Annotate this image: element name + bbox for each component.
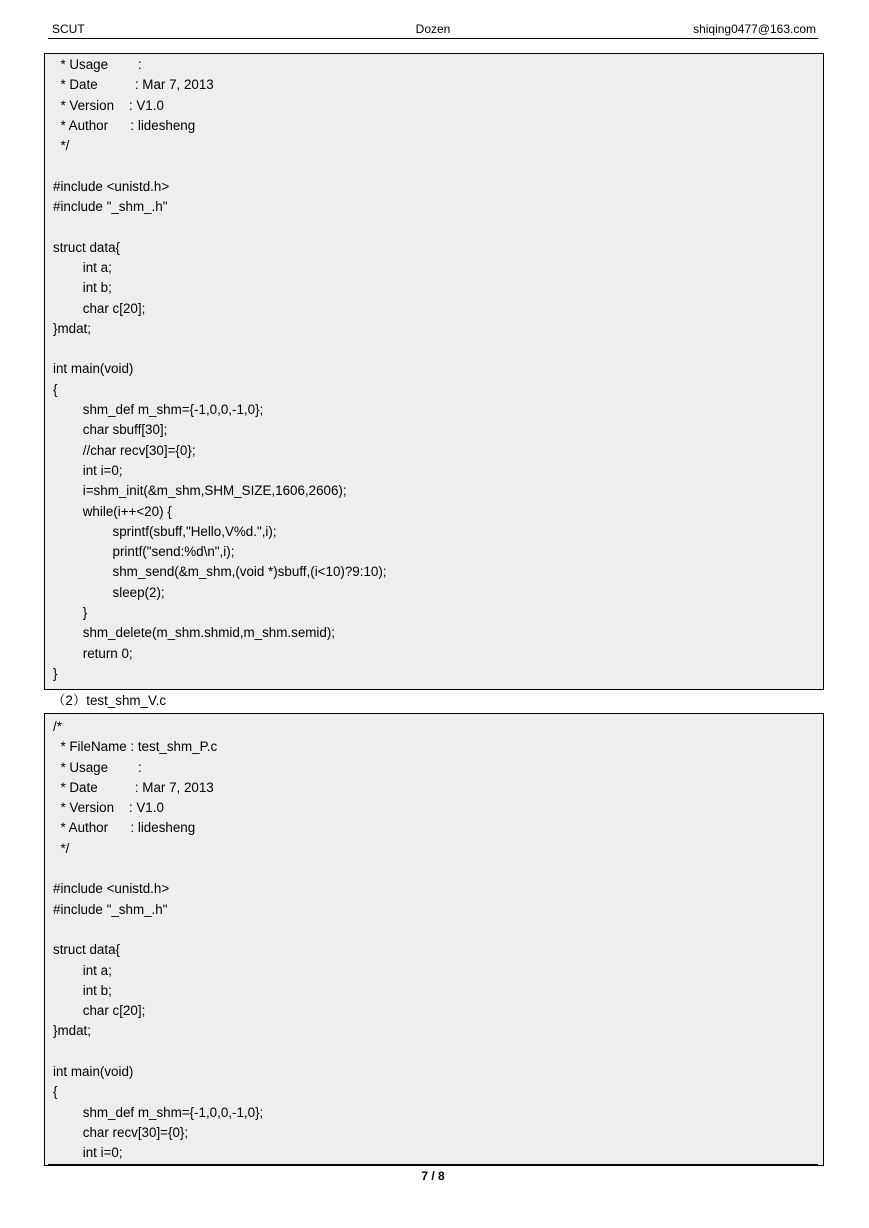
code-line xyxy=(53,920,823,940)
code-line: shm_delete(m_shm.shmid,m_shm.semid); xyxy=(53,625,336,641)
code-line: shm_send(&m_shm,(void *)sbuff,(i<10)?9:10); xyxy=(53,564,387,580)
code-line: struct data{ xyxy=(53,942,120,958)
code-line: }mdat; xyxy=(53,320,91,336)
code-line: int a; xyxy=(53,962,112,978)
code-line: #include "_shm_.h" xyxy=(53,199,168,215)
code-line: char recv[30]={0}; xyxy=(53,1124,189,1140)
code-line: * Author : lidesheng xyxy=(53,820,196,836)
code-line: * Usage : xyxy=(53,57,142,72)
code-line: shm_def m_shm={-1,0,0,-1,0}; xyxy=(53,1104,264,1120)
header-author: Dozen xyxy=(415,22,451,36)
code-line: * Version : V1.0 xyxy=(53,800,164,816)
code-line: * Date : Mar 7, 2013 xyxy=(53,77,214,93)
code-line: return 0; xyxy=(53,645,133,661)
code-line: */ xyxy=(53,840,70,856)
code-line: * FileName : test_shm_P.c xyxy=(53,739,218,755)
code-line: printf("send:%d\n",i); xyxy=(53,544,235,560)
code-line: char sbuff[30]; xyxy=(53,422,168,438)
code-block-2 xyxy=(44,713,824,1166)
code-line: i=shm_init(&m_shm,SHM_SIZE,1606,2606); xyxy=(53,483,347,499)
code-line: #include <unistd.h> xyxy=(53,881,170,897)
code-line: shm_def m_shm={-1,0,0,-1,0}; xyxy=(53,402,264,418)
code-line: int i=0; xyxy=(53,462,123,478)
page-number: 7 / 8 xyxy=(421,1169,445,1183)
code-line: * Date : Mar 7, 2013 xyxy=(53,779,214,795)
page-header xyxy=(48,20,818,39)
code-line: while(i++<20) { xyxy=(53,503,172,519)
code-line: char c[20]; xyxy=(53,300,146,316)
code-line: int a; xyxy=(53,259,112,275)
page-footer xyxy=(48,1164,818,1183)
code-line: int main(void) xyxy=(53,361,134,377)
code-line: char c[20]; xyxy=(53,1003,146,1019)
code-line: //char recv[30]={0}; xyxy=(53,442,196,458)
code-line xyxy=(53,339,823,359)
code-line: * Usage : xyxy=(53,759,142,775)
code-line: sprintf(sbuff,"Hello,V%d.",i); xyxy=(53,523,277,539)
code-line: /* xyxy=(53,719,62,734)
code-line xyxy=(53,217,823,237)
code-line xyxy=(53,156,823,176)
code-line: * Author : lidesheng xyxy=(53,117,196,133)
code-line: }mdat; xyxy=(53,1023,91,1039)
code-line: #include <unistd.h> xyxy=(53,178,170,194)
code-line: } xyxy=(53,665,58,681)
code-caption: （2）test_shm_V.c xyxy=(52,693,167,708)
code-line: { xyxy=(53,381,58,397)
code-line: int b; xyxy=(53,982,112,998)
code-line xyxy=(53,1042,823,1062)
code-line: int main(void) xyxy=(53,1064,134,1080)
code-block-1 xyxy=(44,53,824,690)
header-email: shiqing0477@163.com xyxy=(693,22,816,36)
header-org: SCUT xyxy=(52,22,85,36)
code-line: struct data{ xyxy=(53,239,120,255)
code-line: * Version : V1.0 xyxy=(53,97,164,113)
code-line: #include "_shm_.h" xyxy=(53,901,168,917)
code-line: int i=0; xyxy=(53,1145,123,1161)
code-line: } xyxy=(53,605,88,621)
code-line xyxy=(53,859,823,879)
code-line: { xyxy=(53,1084,58,1100)
code-line: sleep(2); xyxy=(53,584,165,600)
code-line: int b; xyxy=(53,280,112,296)
code-line: */ xyxy=(53,138,70,154)
